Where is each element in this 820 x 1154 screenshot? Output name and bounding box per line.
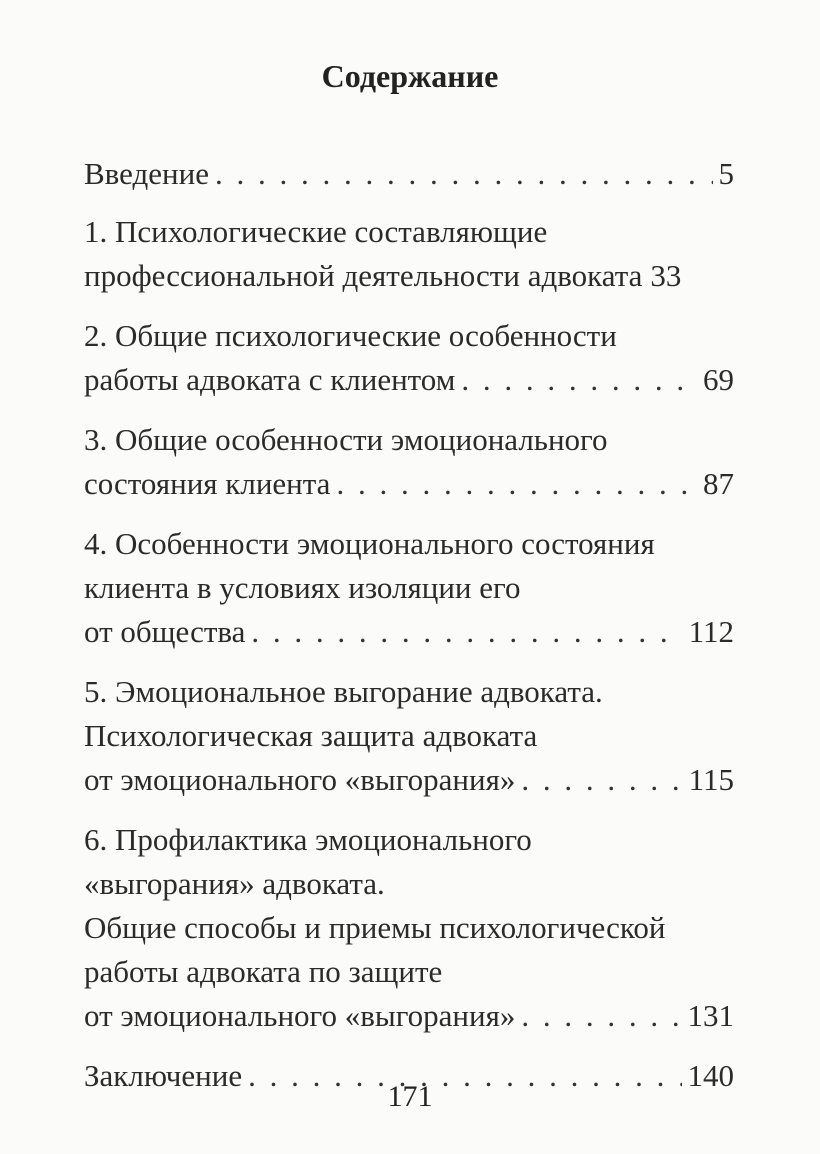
toc-entry	[84, 418, 734, 506]
toc-page-number: 140	[687, 1058, 734, 1093]
toc-entry	[84, 818, 734, 1038]
dot-leader	[336, 462, 697, 506]
toc-page-number: 112	[688, 614, 734, 649]
toc-entry	[84, 314, 734, 402]
toc-entry-last-line	[84, 758, 734, 802]
toc-entry-line: «выгорания» адвоката.	[84, 866, 385, 901]
toc-entry-title: Заключение	[84, 1058, 243, 1093]
toc-entry-title: работы адвоката с клиентом	[84, 362, 456, 397]
toc-page-number: 33	[650, 258, 682, 293]
toc-page-number: 69	[703, 362, 734, 397]
toc-entry-line: 3. Общие особенности эмоционального	[84, 422, 608, 457]
toc-entry-last-line	[84, 358, 734, 402]
toc-entry-last-line	[84, 994, 734, 1038]
toc-entry-line: Общие способы и приемы психологической	[84, 910, 666, 945]
toc-entry-line: Психологическая защита адвоката	[84, 718, 538, 753]
page-title: Содержание	[321, 58, 499, 94]
toc-entry-line: 1. Психологические составляющие	[84, 214, 548, 249]
dot-leader	[461, 358, 697, 402]
page-number: 171	[387, 1080, 433, 1113]
toc-entry-title: от эмоционального «выгорания»	[84, 998, 516, 1033]
toc-entry	[84, 522, 734, 654]
toc-page-number: 131	[687, 998, 734, 1033]
toc-page-number: 115	[688, 762, 734, 797]
toc-entry-line: 4. Особенности эмоционального состояния	[84, 526, 655, 561]
table-of-contents	[84, 152, 734, 1098]
toc-entry-line: 2. Общие психологические особенности	[84, 318, 617, 353]
dot-leader	[251, 610, 682, 654]
toc-page-number: 5	[718, 156, 734, 191]
toc-entry-last-line	[84, 152, 734, 196]
dot-leader	[215, 152, 713, 196]
toc-entry-line: клиента в условиях изоляции его	[84, 570, 521, 605]
toc-entry-line: 6. Профилактика эмоционального	[84, 822, 532, 857]
toc-entry-title: от общества	[84, 614, 246, 649]
toc-entry-line: 5. Эмоциональное выгорание адвоката.	[84, 674, 603, 709]
toc-entry-title: от эмоционального «выгорания»	[84, 762, 516, 797]
toc-page-number: 87	[703, 466, 734, 501]
toc-entry-title: профессиональной деятельности адвоката	[84, 258, 643, 293]
toc-entry-title: состояния клиента	[84, 466, 331, 501]
toc-entry-title: Введение	[84, 156, 209, 191]
toc-entry-last-line	[84, 462, 734, 506]
dot-leader	[521, 758, 682, 802]
toc-entry	[84, 152, 734, 196]
dot-leader	[521, 994, 681, 1038]
toc-entry-last-line	[84, 610, 734, 654]
toc-entry	[84, 210, 734, 298]
toc-entry-line: работы адвоката по защите	[84, 954, 443, 989]
toc-entry-last-line	[84, 254, 734, 298]
toc-entry	[84, 670, 734, 802]
